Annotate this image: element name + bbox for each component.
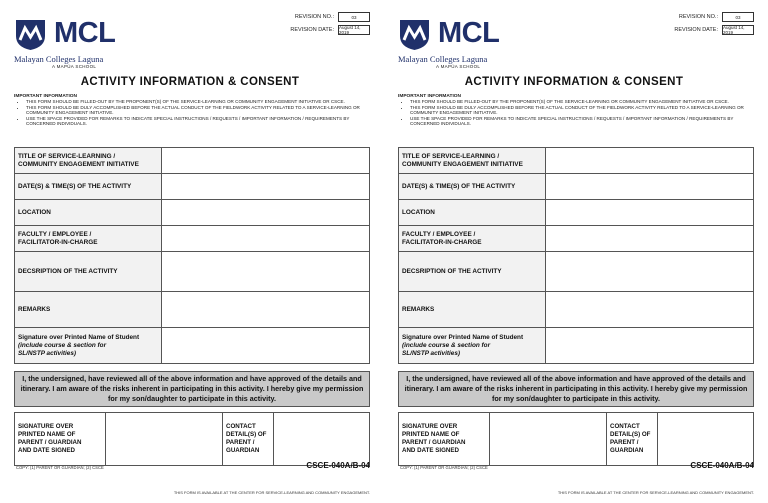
description-label: DECSRIPTION OF THE ACTIVITY [399,252,546,292]
consent-statement: I, the undersigned, have reviewed all of the above information and have approved of the details and itinerary. I am aware of the risks inherent in participating in this activity. I hereby give my permission for my son/daughter to participate in this activity. [398,371,754,407]
location-field[interactable] [546,200,754,226]
activity-info-table [398,147,754,364]
important-item: • THIS FORM SHOULD BE FILLED-OUT BY THE PROPONENT(S) OF THE SERVICE-LEARNING OR COMMUNITY ENGAGEMENT INITIATIVE OR CSCE. [26,99,368,104]
parent-signature-field[interactable] [106,413,223,466]
form-code: CSCE-040A/B-04 [306,461,370,470]
contact-field[interactable] [274,413,370,466]
important-item: • THIS FORM SHOULD BE DULY ACCOMPLISHED BEFORE THE ACTUAL CONDUCT OF THE FIELDWORK ACTIVITY RELATED TO A SERVICE-LEARNING OR COMMUNITY ENGAGEMENT INITIATIVE. [410,105,752,116]
location-label: LOCATION [15,200,162,226]
parent-signature-field[interactable] [490,413,607,466]
important-heading: IMPORTANT INFORMATION [398,94,461,99]
footer-note: THIS FORM IS AVAILABLE AT THE CENTER FOR SERVICE-LEARNING AND COMMUNITY ENGAGEMENT. [173,490,370,495]
revision-date-value: August 14, 2019 [338,25,370,35]
revision-block [290,12,370,38]
revision-no-value: 03 [722,12,754,22]
contact-field[interactable] [658,413,754,466]
revision-date-label: REVISION DATE: [674,27,718,33]
logo-text: MCL [438,17,500,49]
dates-label: DATE(S) & TIME(S) OF THE ACTIVITY [15,174,162,200]
student-signature-field[interactable] [546,328,754,364]
dates-label: DATE(S) & TIME(S) OF THE ACTIVITY [399,174,546,200]
student-signature-label: Signature over Printed Name of Student (include course & section for SL/NSTP activities) [399,328,546,364]
student-signature-field[interactable] [162,328,370,364]
form-title: ACTIVITY INFORMATION & CONSENT [80,76,300,88]
revision-no-label: REVISION NO.: [294,14,334,20]
form-page-left [4,0,376,503]
remarks-label: REMARKS [399,292,546,328]
title-label: TITLE OF SERVICE-LEARNING / COMMUNITY ENGAGEMENT INITIATIVE [399,148,546,174]
title-field[interactable] [162,148,370,174]
mcl-shield-icon [398,18,431,51]
important-information [398,94,752,126]
important-information [14,94,368,126]
logo-text: MCL [54,17,116,49]
parent-signature-label: SIGNATURE OVER PRINTED NAME OF PARENT / GUARDIAN AND DATE SIGNED [399,413,490,466]
consent-statement: I, the undersigned, have reviewed all of the above information and have approved of the details and itinerary. I am aware of the risks inherent in participating in this activity. I hereby give my permission for my son/daughter to participate in this activity. [14,371,370,407]
parent-signature-label: SIGNATURE OVER PRINTED NAME OF PARENT / GUARDIAN AND DATE SIGNED [15,413,106,466]
copy-note: COPY: (1) PARENT OR GUARDIAN; (2) CSCE [16,465,104,470]
important-item: • USE THE SPACE PROVIDED FOR REMARKS TO INDICATE SPECIAL INSTRUCTIONS / REQUESTS / IMPORTANT INFORMATION / REQUIREMENTS BY CONCERNED INDIVIDUALS. [410,116,752,127]
student-signature-label: Signature over Printed Name of Student (include course & section for SL/NSTP activities) [15,328,162,364]
form-code: CSCE-040A/B-04 [690,461,754,470]
description-field[interactable] [546,252,754,292]
title-field[interactable] [546,148,754,174]
revision-date-value: August 14, 2019 [722,25,754,35]
parent-signature-table [398,412,754,466]
remarks-field[interactable] [546,292,754,328]
important-item: • THIS FORM SHOULD BE DULY ACCOMPLISHED BEFORE THE ACTUAL CONDUCT OF THE FIELDWORK ACTIVITY RELATED TO A SERVICE-LEARNING OR COMMUNITY ENGAGEMENT INITIATIVE. [26,105,368,116]
school-subtitle: A MAPÚA SCHOOL [436,64,481,69]
parent-signature-table [14,412,370,466]
mcl-logo [14,18,164,72]
important-item: • USE THE SPACE PROVIDED FOR REMARKS TO INDICATE SPECIAL INSTRUCTIONS / REQUESTS / IMPORTANT INFORMATION / REQUIREMENTS BY CONCERNED INDIVIDUALS. [26,116,368,127]
dates-field[interactable] [546,174,754,200]
revision-block [674,12,754,38]
dates-field[interactable] [162,174,370,200]
description-label: DECSRIPTION OF THE ACTIVITY [15,252,162,292]
faculty-label: FACULTY / EMPLOYEE / FACILITATOR-IN-CHARGE [399,226,546,252]
revision-no-value: 03 [338,12,370,22]
form-page-right [388,0,760,503]
mcl-shield-icon [14,18,47,51]
important-heading: IMPORTANT INFORMATION [14,94,77,99]
description-field[interactable] [162,252,370,292]
faculty-field[interactable] [162,226,370,252]
revision-no-label: REVISION NO.: [678,14,718,20]
activity-info-table [14,147,370,364]
faculty-label: FACULTY / EMPLOYEE / FACILITATOR-IN-CHARGE [15,226,162,252]
contact-label: CONTACT DETAIL(S) OF PARENT / GUARDIAN [607,413,658,466]
school-name: Malayan Colleges Laguna [398,54,488,64]
remarks-field[interactable] [162,292,370,328]
mcl-logo [398,18,548,72]
form-title: ACTIVITY INFORMATION & CONSENT [464,76,684,88]
school-subtitle: A MAPÚA SCHOOL [52,64,97,69]
title-label: TITLE OF SERVICE-LEARNING / COMMUNITY ENGAGEMENT INITIATIVE [15,148,162,174]
location-label: LOCATION [399,200,546,226]
revision-date-label: REVISION DATE: [290,27,334,33]
faculty-field[interactable] [546,226,754,252]
remarks-label: REMARKS [15,292,162,328]
important-item: • THIS FORM SHOULD BE FILLED-OUT BY THE PROPONENT(S) OF THE SERVICE-LEARNING OR COMMUNITY ENGAGEMENT INITIATIVE OR CSCE. [410,99,752,104]
copy-note: COPY: (1) PARENT OR GUARDIAN; (2) CSCE [400,465,488,470]
location-field[interactable] [162,200,370,226]
contact-label: CONTACT DETAIL(S) OF PARENT / GUARDIAN [223,413,274,466]
footer-note: THIS FORM IS AVAILABLE AT THE CENTER FOR SERVICE-LEARNING AND COMMUNITY ENGAGEMENT. [557,490,754,495]
school-name: Malayan Colleges Laguna [14,54,104,64]
